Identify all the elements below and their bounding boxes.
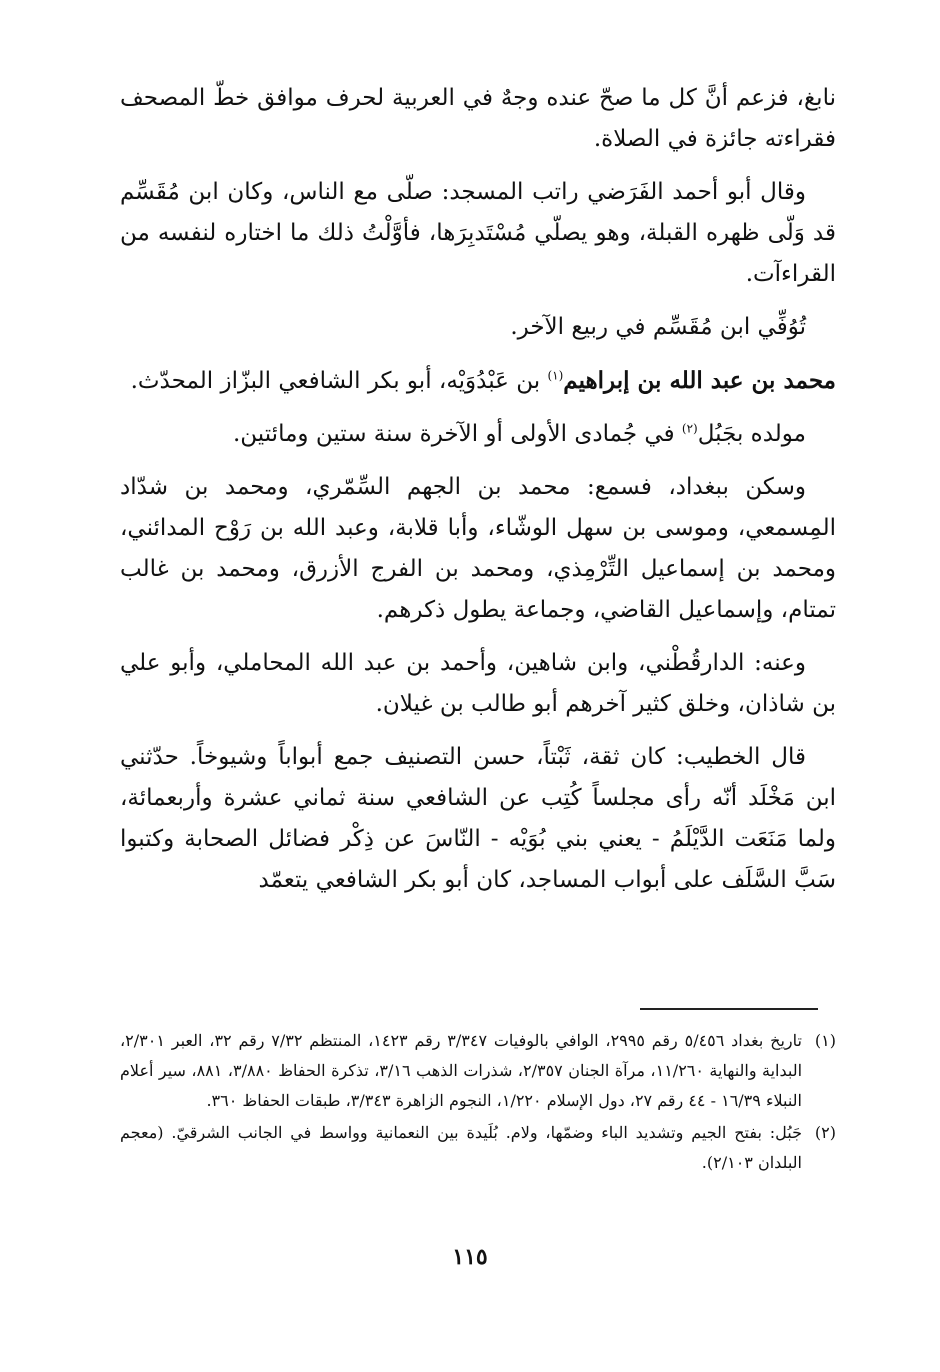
paragraph-2: وقال أبو أحمد الفَرَضي راتب المسجد: صلّى مع الناس، وكان ابن مُقَسِّم قد وَلّى ظهره القبلة، وهو يصلّي مُسْتَدبِرَها، فأوَّلْتُ ذلك ما اختاره لنفسه من القراءآت. <box>120 179 836 287</box>
footnote-divider <box>640 1008 818 1010</box>
paragraph-5 <box>120 414 836 455</box>
footnote-1 <box>120 1026 836 1116</box>
paragraph-6: وسكن ببغداد، فسمع: محمد بن الجهم السِّمّري، ومحمد بن شدّاد المِسمعي، وموسى بن سهل الوشّاء، وأبا قلابة، وعبد الله بن رَوْح المدائني، ومحمد بن إسماعيل التِّرْمِذي، ومحمد بن الفرج الأزرق، ومحمد بن غالب تمتام، وإسماعيل القاضي، وجماعة يطول ذكرهم. <box>120 474 836 623</box>
page-number: ١١٥ <box>452 1244 488 1270</box>
birth-text-a: مولده بجَبُل <box>697 421 806 447</box>
footnote-ref-1: (١) <box>547 368 564 383</box>
paragraph-3: تُوُفِّي ابن مُقَسِّم في ربيع الآخر. <box>510 314 806 340</box>
birth-text-b: في جُمادى الأولى أو الآخرة سنة ستين ومائتين. <box>232 421 682 447</box>
biography-name: محمد بن عبد الله بن إبراهيم <box>563 367 836 394</box>
paragraph-4 <box>120 360 836 402</box>
footnote-text: تاريخ بغداد ٥/٤٥٦ رقم ٢٩٩٥، الوافي بالوفيات ٣/٣٤٧ رقم ١٤٢٣، المنتظم ٧/٣٢ رقم ٣٢، العبر ٢/٣٠١، البداية والنهاية ١١/٢٦٠، مرآة الجنان ٢/٣٥٧، شذرات الذهب ٣/١٦، تذكرة الحفاظ ٣/٨٨٠، ٨٨١، سير أعلام النبلاء ١٦/٣٩ - ٤٤ رقم ٢٧، دول الإسلام ١/٢٢٠، النجوم الزاهرة ٣/٣٤٣، طبقات الحفاظ ٣٦٠. <box>120 1031 803 1110</box>
paragraph-7: وعنه: الدارقُطْني، وابن شاهين، وأحمد بن عبد الله المحاملي، وأبو علي بن شاذان، وخلق كثير آخرهم أبو طالب بن غيلان. <box>120 650 836 717</box>
footnote-2 <box>120 1118 836 1178</box>
paragraph-1: نابغ، فزعم أنَّ كل ما صحّ عنده وجهٌ في العربية لحرف موافق خطّ المصحف فقراءته جائزة في الصلاة. <box>120 85 836 152</box>
paragraph-8: قال الخطيب: كان ثقة، ثَبْتاً، حسن التصنيف جمع أبواباً وشيوخاً. حدّثني ابن مَخْلَد أنّه رأى مجلساً كُتِب عن الشافعي سنة ثماني عشرة وأربعمائة، ولما مَنَعَت الدَّيْلَمُ - يعني بني بُوَيْه - النّاسَ عن ذِكْر فضائل الصحابة وكتبوا سَبَّ السَّلَف على أبواب المساجد، كان أبو بكر الشافعي يتعمّد <box>120 744 836 893</box>
footnotes <box>120 1026 836 1180</box>
biography-name-rest: بن عَبْدُوَيْه، أبو بكر الشافعي البزّاز المحدّث. <box>130 368 548 394</box>
footnote-number: (١) <box>814 1031 836 1050</box>
footnote-text: جَبُل: بفتح الجيم وتشديد الباء وضمّها، ولام. بُلَيدة بين النعمانية وواسط في الجانب الشرقيّ. (معجم البلدان ٢/١٠٣). <box>120 1123 802 1172</box>
main-text <box>120 78 836 913</box>
footnote-ref-2: (٢) <box>681 421 698 436</box>
footnote-number: (٢) <box>814 1123 836 1142</box>
